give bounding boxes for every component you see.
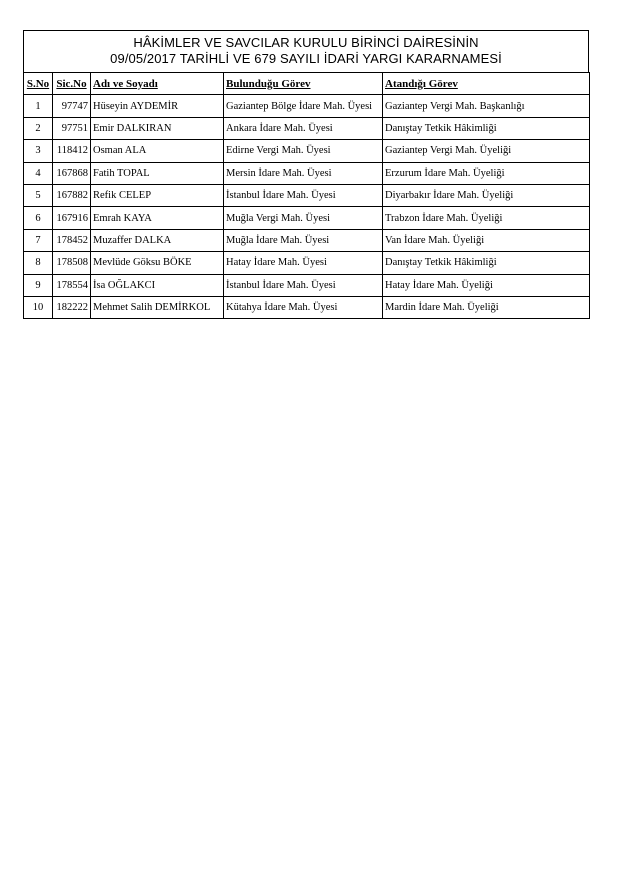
cell-name: Refik CELEP [91,184,224,206]
document-title [23,30,589,72]
table-row [24,184,590,206]
cell-sicno: 178452 [53,229,91,251]
cell-sicno: 118412 [53,140,91,162]
cell-name: Osman ALA [91,140,224,162]
table-row [24,296,590,318]
cell-appointed-position: Hatay İdare Mah. Üyeliği [383,274,590,296]
cell-sicno: 97747 [53,95,91,117]
table-row [24,274,590,296]
cell-current-position: Muğla İdare Mah. Üyesi [224,229,383,251]
cell-sicno: 167882 [53,184,91,206]
table-row [24,162,590,184]
cell-name: Hüseyin AYDEMİR [91,95,224,117]
cell-current-position: Gaziantep Bölge İdare Mah. Üyesi [224,95,383,117]
header-name: Adı ve Soyadı [91,73,224,95]
cell-current-position: Mersin İdare Mah. Üyesi [224,162,383,184]
cell-sno: 9 [24,274,53,296]
cell-name: Muzaffer DALKA [91,229,224,251]
appointments-table [23,72,590,319]
cell-sno: 3 [24,140,53,162]
title-line-1: HÂKİMLER VE SAVCILAR KURULU BİRİNCİ DAİRESİNİN [133,35,479,50]
cell-name: Emrah KAYA [91,207,224,229]
cell-sno: 8 [24,252,53,274]
cell-sicno: 182222 [53,296,91,318]
cell-sicno: 178554 [53,274,91,296]
cell-sno: 1 [24,95,53,117]
header-sno: S.No [24,73,53,95]
cell-name: Emir DALKIRAN [91,117,224,139]
header-sicno: Sic.No [53,73,91,95]
title-line-2: 09/05/2017 TARİHLİ VE 679 SAYILI İDARİ YARGI KARARNAMESİ [110,51,502,66]
table-row [24,140,590,162]
table-header-row [24,73,590,95]
cell-appointed-position: Erzurum İdare Mah. Üyeliği [383,162,590,184]
cell-name: Mehmet Salih DEMİRKOL [91,296,224,318]
cell-sno: 6 [24,207,53,229]
table-row [24,207,590,229]
cell-sno: 7 [24,229,53,251]
cell-appointed-position: Van İdare Mah. Üyeliği [383,229,590,251]
cell-appointed-position: Diyarbakır İdare Mah. Üyeliği [383,184,590,206]
cell-appointed-position: Gaziantep Vergi Mah. Üyeliği [383,140,590,162]
cell-appointed-position: Trabzon İdare Mah. Üyeliği [383,207,590,229]
cell-sno: 4 [24,162,53,184]
table-row [24,117,590,139]
cell-appointed-position: Danıştay Tetkik Hâkimliği [383,252,590,274]
header-appointed-position: Atandığı Görev [383,73,590,95]
cell-sno: 10 [24,296,53,318]
cell-current-position: Hatay İdare Mah. Üyesi [224,252,383,274]
cell-appointed-position: Mardin İdare Mah. Üyeliği [383,296,590,318]
cell-current-position: İstanbul İdare Mah. Üyesi [224,184,383,206]
table-row [24,95,590,117]
cell-current-position: Muğla Vergi Mah. Üyesi [224,207,383,229]
header-current-position: Bulunduğu Görev [224,73,383,95]
cell-appointed-position: Danıştay Tetkik Hâkimliği [383,117,590,139]
cell-current-position: Kütahya İdare Mah. Üyesi [224,296,383,318]
cell-sicno: 167916 [53,207,91,229]
cell-name: İsa OĞLAKCI [91,274,224,296]
cell-name: Fatih TOPAL [91,162,224,184]
cell-current-position: Edirne Vergi Mah. Üyesi [224,140,383,162]
cell-sicno: 97751 [53,117,91,139]
table-row [24,229,590,251]
table-row [24,252,590,274]
cell-name: Mevlüde Göksu BÖKE [91,252,224,274]
cell-current-position: İstanbul İdare Mah. Üyesi [224,274,383,296]
cell-sno: 5 [24,184,53,206]
table-body [24,95,590,319]
cell-current-position: Ankara İdare Mah. Üyesi [224,117,383,139]
cell-sicno: 178508 [53,252,91,274]
document [23,30,589,319]
cell-sno: 2 [24,117,53,139]
cell-appointed-position: Gaziantep Vergi Mah. Başkanlığı [383,95,590,117]
cell-sicno: 167868 [53,162,91,184]
